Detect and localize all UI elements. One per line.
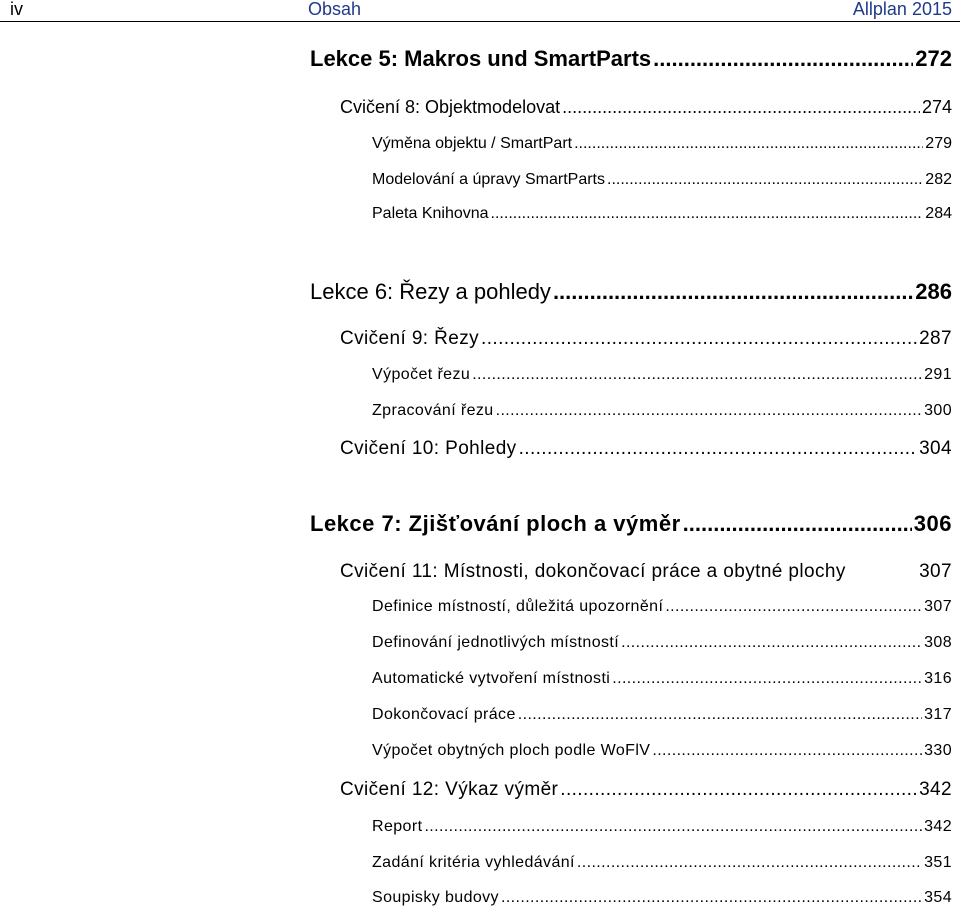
toc-exercise-9[interactable]	[340, 328, 952, 350]
toc-label: Lekce 5: Makros und SmartParts	[310, 46, 652, 71]
toc-leader	[612, 670, 922, 688]
header-book-title: Allplan 2015	[852, 0, 952, 19]
toc-leader	[553, 279, 913, 305]
toc-page: 316	[924, 670, 952, 687]
toc-subsection[interactable]	[372, 171, 952, 189]
toc-leader	[472, 366, 922, 384]
toc-page: 308	[924, 634, 952, 651]
toc-subsection[interactable]	[372, 205, 952, 223]
toc-label: Cvičení 9: Řezy	[340, 328, 480, 349]
toc-label: Zpracování řezu	[372, 402, 494, 419]
toc-subsection[interactable]	[372, 854, 952, 872]
toc-lesson-6[interactable]	[310, 279, 952, 305]
toc-label: Lekce 6: Řezy a pohledy	[310, 279, 551, 304]
toc-exercise-8[interactable]	[340, 97, 952, 118]
toc-page: 306	[913, 511, 952, 536]
toc-leader	[496, 402, 922, 420]
toc-leader	[562, 97, 920, 118]
toc-leader	[653, 46, 913, 72]
toc-page: 291	[924, 366, 952, 383]
toc-label: Definování jednotlivých místností	[372, 634, 620, 651]
toc-leader	[652, 742, 922, 760]
toc-page: 274	[921, 97, 952, 117]
toc-page: 284	[925, 205, 952, 222]
toc-page: 279	[925, 135, 952, 152]
header-rule	[0, 21, 960, 22]
toc-page: 286	[915, 279, 952, 304]
toc-leader	[491, 205, 924, 223]
toc-label: Soupisky budovy	[372, 889, 499, 906]
header-section-title: Obsah	[308, 0, 362, 19]
toc-label: Definice místností, důležitá upozornění	[372, 598, 664, 615]
toc-leader	[665, 598, 922, 616]
toc-page: 351	[924, 854, 952, 871]
toc-subsection[interactable]	[372, 634, 952, 652]
toc-leader	[424, 818, 922, 836]
toc-subsection[interactable]	[372, 818, 952, 836]
toc-label: Zadání kritéria vyhledávání	[372, 854, 575, 871]
toc-page: 354	[924, 889, 952, 906]
toc-label: Výpočet obytných ploch podle WoFlV	[372, 742, 651, 759]
toc-label: Paleta Knihovna	[372, 205, 489, 222]
toc-leader	[577, 854, 922, 872]
toc-lesson-5[interactable]	[310, 46, 952, 72]
toc-subsection[interactable]	[372, 135, 952, 153]
toc-exercise-12[interactable]	[340, 779, 952, 801]
toc-subsection[interactable]	[372, 670, 952, 688]
toc-exercise-10[interactable]	[340, 438, 952, 460]
toc-page: 282	[925, 171, 952, 188]
toc-subsection[interactable]	[372, 706, 952, 724]
toc-label: Výměna objektu / SmartPart	[372, 135, 573, 152]
toc-exercise-11[interactable]	[340, 561, 952, 583]
toc-page: 272	[915, 46, 952, 71]
toc-page: 317	[924, 706, 952, 723]
toc-page: 342	[919, 779, 952, 800]
toc-page: 330	[924, 742, 952, 759]
toc-subsection[interactable]	[372, 366, 952, 384]
toc-label: Cvičení 8: Objektmodelovat	[340, 97, 561, 117]
toc-subsection[interactable]	[372, 402, 952, 420]
toc-leader	[683, 511, 912, 537]
toc-subsection[interactable]	[372, 598, 952, 616]
toc-subsection[interactable]	[372, 889, 952, 907]
toc-page: 342	[924, 818, 952, 835]
toc-label: Modelování a úpravy SmartParts	[372, 171, 605, 188]
toc-leader	[607, 171, 923, 189]
header-page-number: iv	[10, 0, 23, 19]
toc-page: 307	[919, 561, 952, 582]
toc-label: Výpočet řezu	[372, 366, 471, 383]
toc-leader	[519, 438, 918, 460]
toc-label: Cvičení 10: Pohledy	[340, 438, 517, 459]
toc-page: 304	[919, 438, 952, 459]
toc-leader	[518, 706, 922, 724]
toc-label: Report	[372, 818, 423, 835]
toc-label: Cvičení 11: Místnosti, dokončovací práce a obytné plochy	[340, 561, 846, 582]
toc-label: Lekce 7: Zjišťování ploch a výměr	[310, 511, 681, 536]
toc-page: 307	[924, 598, 952, 615]
toc-label: Dokončovací práce	[372, 706, 516, 723]
toc-leader	[481, 328, 917, 350]
toc-leader	[621, 634, 922, 652]
toc-label: Automatické vytvoření místnosti	[372, 670, 611, 687]
toc-leader	[574, 135, 923, 153]
toc-leader	[501, 889, 922, 907]
toc-lesson-7[interactable]	[310, 511, 952, 537]
toc-label: Cvičení 12: Výkaz výměr	[340, 779, 559, 800]
toc-subsection[interactable]	[372, 742, 952, 760]
toc-page: 300	[924, 402, 952, 419]
toc-page: 287	[919, 328, 952, 349]
toc-leader	[560, 779, 917, 801]
